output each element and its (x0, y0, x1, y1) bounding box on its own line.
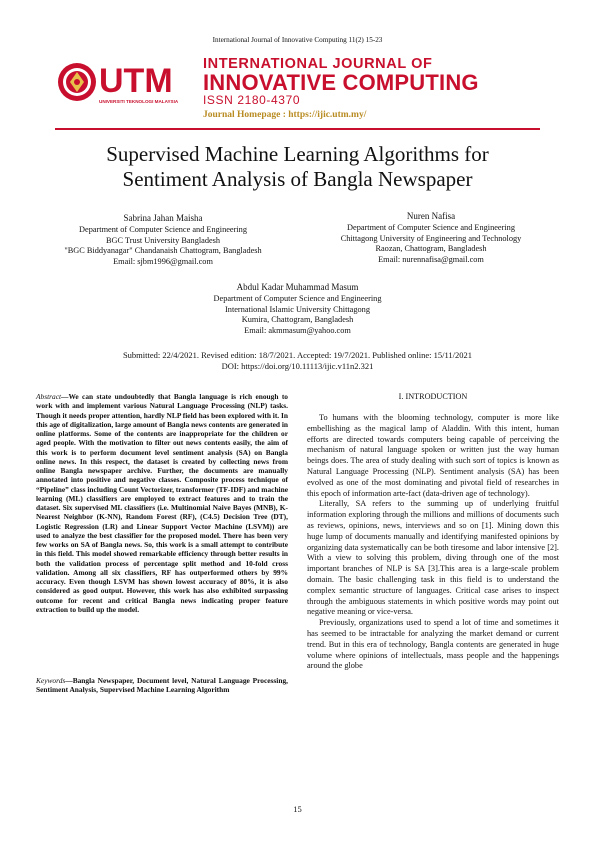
paper-title-line2: Sentiment Analysis of Bangla Newspaper (122, 167, 473, 191)
author-name: Nuren Nafisa (406, 211, 456, 221)
intro-paragraph: To humans with the blooming technology, computer is more like embellishing as the magical lamp of Aladdin. With this intent, human efforts are directed towards computers being capable of perceiving the mechanism of natural language spoken or written just the way human beings does. The area of study dealing with such sort of topics is known as Natural Language Processing (NLP). Sentiment analysis (SA) has been evolved as one of the most dominating and pivotal field of researches in this epoch of information arte-fact (data-driven age of technology). (307, 413, 559, 498)
homepage-link[interactable]: https://ijic.utm.my/ (288, 110, 367, 120)
author-block-3 (170, 281, 425, 336)
keywords (36, 676, 288, 695)
publication-dates (40, 350, 555, 372)
running-head: International Journal of Innovative Computing 11(2) 15-23 (212, 36, 383, 44)
masthead-divider (55, 128, 540, 130)
intro-paragraph: Previously, organizations used to spend a lot of time and sometimes it has seemed to be intractable for analyzing the market demand or current trend. But in this era of technology, Bangla contents are generated in huge volume where opinions of intellectuals, mass people and the happenings around the globe (307, 618, 559, 671)
author-affiliation-institution: International Islamic University Chittagong (225, 304, 370, 314)
journal-issn: ISSN 2180-4370 (203, 93, 301, 107)
author-block-2 (306, 210, 556, 265)
author-email: Email: nurennafisa@gmail.com (378, 254, 484, 264)
intro-paragraph: Literally, SA refers to the summing up of underlying fruitful information exploring through the millions and millions of documents such as reviews, opinions, news, interviews and so on [1]. Mining down this huge lump of documents manually and identifying manifested opinions by organizing data systematically can be both tiresome and labor intensive [2]. With a view to solving this problem, diving through one of the most important branches of NLP is SA [3].This area is a large-scale problem domain. The basic challenging task in this field is to understand the complex semantic structure of languages. Critical case arises to inspect through the ambiguous statements in which positive words may point out negative meaning or vice-versa. (307, 499, 559, 617)
keywords-label: Keywords (36, 676, 66, 685)
journal-name-line1: INTERNATIONAL JOURNAL OF (203, 56, 433, 72)
author-name: Sabrina Jahan Maisha (123, 213, 203, 223)
utm-logo (55, 60, 205, 106)
keywords-text: —Bangla Newspaper, Document level, Natural Language Processing, Sentiment Analysis, Supervised Machine Learning Algorithm (36, 676, 288, 695)
author-affiliation-dept: Department of Computer Science and Engineering (213, 294, 382, 303)
author-affiliation-address: "BGC Biddyanagar" Chandanaish Chattogram, Bangladesh (64, 246, 262, 256)
utm-logo-text: UTM (99, 62, 173, 100)
page-number: 15 (293, 804, 302, 814)
section-heading-introduction: I. INTRODUCTION (398, 392, 468, 401)
abstract (36, 392, 288, 614)
introduction-body (307, 413, 559, 672)
author-block-1 (48, 212, 278, 267)
journal-name-line2: INNOVATIVE COMPUTING (203, 70, 479, 95)
abstract-label: Abstract (36, 392, 62, 401)
author-affiliation-address: Kumira, Chattogram, Bangladesh (241, 315, 354, 325)
author-email: Email: sjbm1996@gmail.com (113, 256, 213, 266)
journal-homepage (203, 109, 543, 121)
author-affiliation-institution: BGC Trust University Bangladesh (105, 235, 221, 245)
author-affiliation-dept: Department of Computer Science and Engineering (79, 225, 247, 234)
author-email: Email: akmmasum@yahoo.com (244, 325, 351, 335)
homepage-label: Journal Homepage : (203, 110, 289, 120)
paper-title-line1: Supervised Machine Learning Algorithms for (106, 142, 489, 166)
journal-brand (203, 56, 543, 121)
submission-dates: Submitted: 22/4/2021. Revised edition: 18/7/2021. Accepted: 19/7/2021. Published online: 15/11/2021 (122, 350, 473, 360)
author-name: Abdul Kadar Muhammad Masum (236, 282, 359, 292)
author-affiliation-institution: Chittagong University of Engineering and Technology (340, 233, 522, 243)
doi: DOI: https://doi.org/10.11113/ijic.v11n2.321 (221, 361, 374, 371)
author-affiliation-dept: Department of Computer Science and Engineering (347, 223, 515, 232)
journal-masthead (55, 56, 540, 122)
paper-title (40, 142, 555, 192)
utm-emblem-icon (58, 63, 96, 101)
author-affiliation-address: Raozan, Chattogram, Bangladesh (375, 244, 487, 254)
abstract-text: —We can state undoubtedly that Bangla language is rich enough to work with and implement various Natural Language Processing (NLP) tasks. Though it needs proper attention, hardly NLP field has been explored with it. In this age of digitalization, large amount of Bangla news contents are generated in online platforms. Some of the contents are inappropriate for the children or aged people. With the motivation to filter out news contents easily, the aim of this work is to perform document level sentiment analysis (SA) on Bangla online news. In this respect, the dataset is created by collecting news from online Bangla newspaper archive. Further, the documents are manually annotated into positive and negative classes. Composite process technique of “Pipeline” class including Count Vectorizer, transformer (TF-IDF) and machine learning (ML) classifiers are employed to extract features and to train the dataset. Six supervised ML classifiers (i.e. Multinomial Naive Bayes (MNB), K-Nearest Neighbor (K-NN), Random Forest (RF), (C4.5) Decision Tree (DT), Logistic Regression (LR) and Linear Support Vector Machine (LSVM)) are used to analyze the best classifier for the proposed model. There has been very few works on SA of Bangla news. So, this work is a small attempt to contribute in this field. This model showed remarkable efficiency through better results in both the validation process of percentage split method and 10-fold cross validation. Among all six classifiers, RF has outperformed others by 99% accuracy. Even though LSVM has shown lowest accuracy of 80%, it is also considered as good output. However, this work has also exhibited surpassing outcome for recent and critical Bangla news indicating proper feature extraction to build up the model. (36, 392, 288, 614)
utm-logo-subtext: UNIVERSITI TEKNOLOGI MALAYSIA (99, 99, 179, 104)
